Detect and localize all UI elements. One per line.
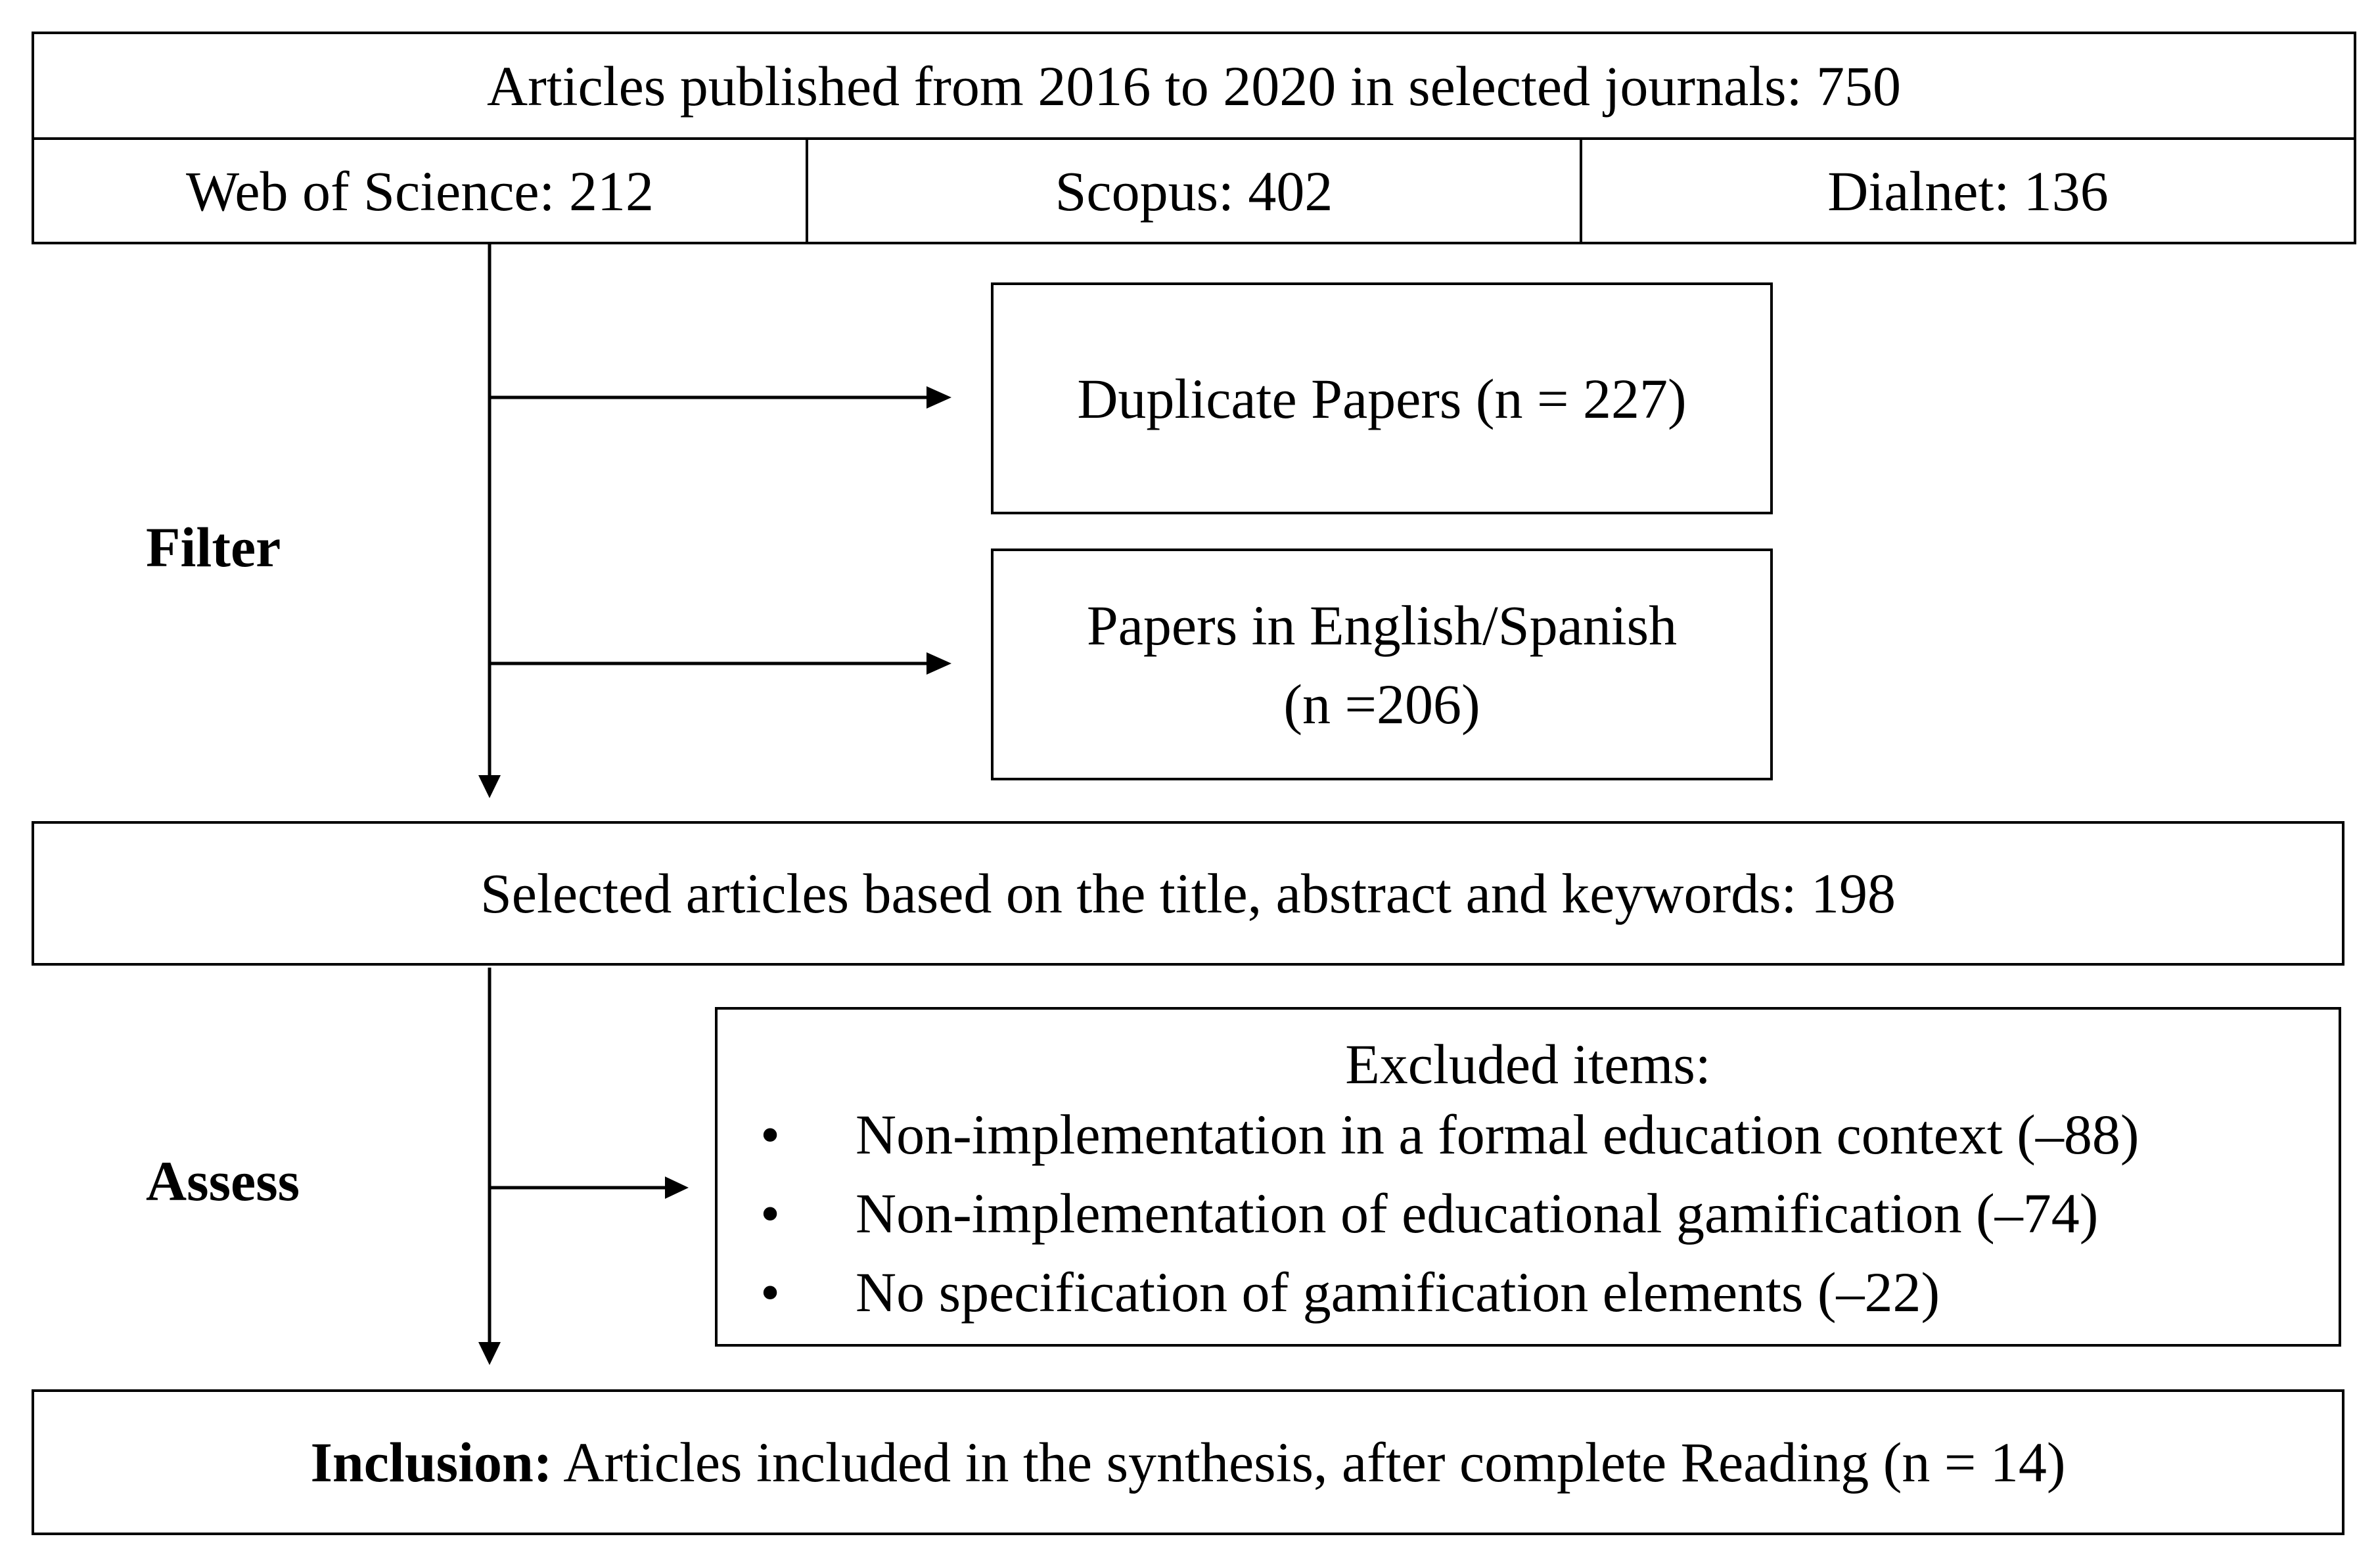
language-arrowhead bbox=[926, 652, 951, 675]
excluded-box bbox=[715, 1007, 2341, 1347]
source-box-wos bbox=[32, 137, 808, 244]
bullet-icon: • bbox=[760, 1103, 781, 1166]
duplicates-text: Duplicate Papers (n = 227) bbox=[1077, 367, 1687, 430]
filter-label: Filter bbox=[146, 516, 281, 579]
assess-down-arrowhead bbox=[478, 1342, 501, 1365]
duplicates-arrowhead bbox=[926, 386, 951, 409]
selected-text: Selected articles based on the title, abstract and keywords: 198 bbox=[480, 862, 1896, 925]
inclusion-text: Articles included in the synthesis, after complete Reading (n = 14) bbox=[552, 1431, 2066, 1494]
language-box bbox=[991, 549, 1773, 780]
selected-box bbox=[32, 821, 2344, 966]
language-text-line2: (n =206) bbox=[1283, 672, 1480, 736]
source-wos-label: Web of Science: 212 bbox=[186, 159, 654, 223]
excluded-arrowhead bbox=[665, 1176, 689, 1199]
excluded-item-text: Non-implementation of educational gamification (–74) bbox=[856, 1182, 2099, 1245]
source-box-dialnet bbox=[1580, 137, 2356, 244]
excluded-item-text: Non-implementation in a formal education context (–88) bbox=[856, 1103, 2139, 1166]
source-dialnet-label: Dialnet: 136 bbox=[1827, 159, 2109, 223]
excluded-item bbox=[750, 1174, 2139, 1253]
header-title-box bbox=[32, 32, 2356, 140]
header-title: Articles published from 2016 to 2020 in selected journals: 750 bbox=[486, 54, 1901, 118]
excluded-item bbox=[750, 1095, 2139, 1174]
excluded-item-text: No specification of gamification elements (–22) bbox=[856, 1261, 1940, 1324]
bullet-icon: • bbox=[760, 1182, 781, 1245]
bullet-icon: • bbox=[760, 1261, 781, 1324]
assess-label: Assess bbox=[146, 1150, 300, 1213]
duplicates-box bbox=[991, 282, 1773, 514]
excluded-item bbox=[750, 1253, 2139, 1332]
inclusion-box bbox=[32, 1389, 2344, 1535]
excluded-title: Excluded items: bbox=[1345, 1033, 1711, 1096]
source-scopus-label: Scopus: 402 bbox=[1055, 159, 1333, 223]
filter-down-arrowhead bbox=[478, 775, 501, 798]
inclusion-label: Inclusion: bbox=[310, 1431, 553, 1494]
excluded-list bbox=[750, 1095, 2139, 1332]
language-text-line1: Papers in English/Spanish bbox=[1086, 593, 1678, 657]
source-box-scopus bbox=[806, 137, 1582, 244]
inclusion-line bbox=[310, 1431, 2066, 1494]
